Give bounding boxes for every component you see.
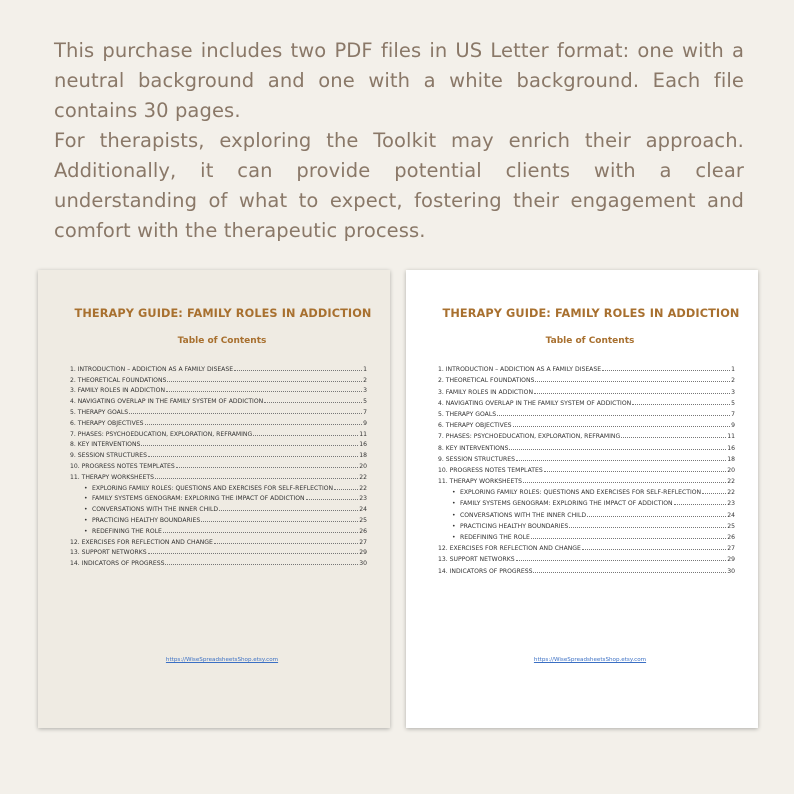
toc-entry-label: FAMILY SYSTEMS GENOGRAM: EXPLORING THE IMPACT OF ADDICTION — [92, 495, 305, 503]
toc-entry[interactable] — [438, 418, 735, 429]
toc-entry-label: 6. THERAPY OBJECTIVES — [70, 419, 144, 427]
table-of-contents — [438, 362, 735, 575]
toc-entry-page: 22 — [727, 489, 735, 497]
toc-entry[interactable] — [70, 438, 367, 449]
bullet-icon: • — [84, 484, 88, 492]
toc-entry-label: REDEFINING THE ROLE — [92, 527, 162, 535]
toc-entry-page: 3 — [363, 387, 367, 395]
toc-leader-dots — [214, 543, 358, 544]
toc-entry-page: 3 — [731, 388, 735, 396]
toc-leader-dots — [155, 478, 358, 479]
toc-entry-label: PRACTICING HEALTHY BOUNDARIES — [460, 522, 569, 530]
toc-entry-label: 11. THERAPY WORKSHEETS — [438, 478, 522, 486]
bullet-icon: • — [452, 489, 456, 497]
toc-leader-dots — [516, 560, 727, 561]
toc-entry[interactable] — [70, 448, 367, 459]
toc-entry[interactable] — [438, 429, 735, 440]
toc-entry-page: 30 — [727, 567, 735, 575]
toc-entry-label: 6. THERAPY OBJECTIVES — [438, 422, 512, 430]
toc-entry[interactable] — [438, 362, 735, 373]
toc-leader-dots — [534, 393, 730, 394]
toc-entry-page: 27 — [359, 538, 367, 546]
toc-entry-page: 23 — [727, 500, 735, 508]
toc-leader-dots — [509, 449, 726, 450]
table-of-contents — [70, 362, 367, 567]
bullet-icon: • — [84, 516, 88, 524]
toc-leader-dots — [587, 516, 726, 517]
toc-entry-page: 22 — [359, 484, 367, 492]
bullet-icon: • — [84, 495, 88, 503]
toc-entry[interactable] — [70, 384, 367, 395]
toc-entry[interactable] — [438, 563, 735, 574]
toc-entry-page: 16 — [359, 441, 367, 449]
toc-leader-dots — [306, 499, 359, 500]
toc-entry-label: CONVERSATIONS WITH THE INNER CHILD — [460, 511, 587, 519]
toc-heading: Table of Contents — [177, 336, 267, 346]
toc-entry-label: 13. SUPPORT NETWORKS — [70, 549, 147, 557]
toc-leader-dots — [531, 538, 726, 539]
toc-entry-page: 25 — [727, 522, 735, 530]
toc-entry-page: 27 — [727, 545, 735, 553]
toc-entry-label: 7. PHASES: PSYCHOEDUCATION, EXPLORATION, REFRAMING — [438, 433, 621, 441]
bullet-icon: • — [452, 534, 456, 541]
toc-entry-page: 18 — [359, 452, 367, 460]
toc-entry[interactable] — [70, 524, 367, 535]
toc-leader-dots — [234, 370, 362, 371]
toc-entry-page: 24 — [727, 511, 735, 519]
toc-entry-label: 3. FAMILY ROLES IN ADDICTION — [70, 387, 166, 395]
toc-entry[interactable] — [438, 519, 735, 530]
toc-leader-dots — [167, 381, 362, 382]
toc-entry-page: 22 — [359, 473, 367, 481]
toc-entry[interactable] — [438, 452, 735, 463]
toc-entry-label: FAMILY SYSTEMS GENOGRAM: EXPLORING THE IMPACT OF ADDICTION — [460, 500, 673, 508]
toc-heading: Table of Contents — [545, 336, 635, 346]
toc-entry-page: 22 — [727, 478, 735, 486]
bullet-icon: • — [452, 511, 456, 519]
toc-entry-page: 26 — [727, 534, 735, 541]
shop-link[interactable]: https://WiseSpreadsheetsShop.etsy.com — [533, 657, 647, 663]
toc-entry-label: 2. THEORETICAL FOUNDATIONS — [70, 376, 167, 384]
toc-leader-dots — [523, 482, 726, 483]
toc-entry-page: 5 — [363, 398, 367, 406]
toc-entry-page: 1 — [731, 366, 735, 374]
toc-entry-page: 23 — [359, 495, 367, 503]
toc-entry-label: 13. SUPPORT NETWORKS — [438, 556, 515, 564]
toc-entry[interactable] — [70, 362, 367, 373]
document-title: THERAPY GUIDE: FAMILY ROLES IN ADDICTION — [442, 307, 740, 320]
toc-leader-dots — [334, 489, 358, 490]
toc-entry[interactable] — [70, 416, 367, 427]
toc-entry[interactable] — [438, 440, 735, 451]
toc-leader-dots — [702, 493, 726, 494]
toc-entry-page: 11 — [727, 433, 735, 441]
pdf-page-neutral — [38, 270, 390, 728]
toc-leader-dots — [632, 404, 730, 405]
toc-entry[interactable] — [438, 373, 735, 384]
shop-link[interactable]: https://WiseSpreadsheetsShop.etsy.com — [165, 657, 279, 663]
document-title: THERAPY GUIDE: FAMILY ROLES IN ADDICTION — [74, 307, 372, 320]
toc-entry-label: 9. SESSION STRUCTURES — [70, 452, 147, 460]
toc-entry-label: 11. THERAPY WORKSHEETS — [70, 473, 154, 481]
toc-entry[interactable] — [438, 530, 735, 541]
toc-leader-dots — [163, 532, 358, 533]
toc-entry-page: 18 — [727, 455, 735, 463]
toc-entry-page: 5 — [731, 399, 735, 407]
bullet-icon: • — [452, 500, 456, 508]
toc-leader-dots — [148, 456, 358, 457]
toc-entry-label: 14. INDICATORS OF PROGRESS — [70, 560, 165, 568]
toc-entry-label: 12. EXERCISES FOR REFLECTION AND CHANGE — [438, 545, 581, 553]
toc-entry[interactable] — [438, 485, 735, 496]
toc-entry-page: 24 — [359, 506, 367, 514]
toc-entry[interactable] — [70, 394, 367, 405]
toc-entry[interactable] — [70, 546, 367, 557]
toc-entry-label: 8. KEY INTERVENTIONS — [438, 444, 509, 452]
toc-entry[interactable] — [438, 507, 735, 518]
toc-entry-label: REDEFINING THE ROLE — [460, 534, 530, 541]
toc-entry-page: 20 — [727, 466, 735, 474]
toc-leader-dots — [166, 391, 362, 392]
toc-entry[interactable] — [70, 373, 367, 384]
intro-paragraph-2: For therapists, exploring the Toolkit may enrich their approach. Additionally, it can provide potential clients with a clear understanding of what to expect, fostering their engagement and comfort with the therapeutic process. — [54, 129, 744, 242]
toc-entry-label: 1. INTRODUCTION – ADDICTION AS A FAMILY DISEASE — [70, 365, 234, 373]
toc-entry[interactable] — [70, 535, 367, 546]
toc-entry-page: 7 — [363, 408, 367, 416]
toc-leader-dots — [602, 370, 730, 371]
toc-leader-dots — [148, 553, 359, 554]
toc-entry-label: 9. SESSION STRUCTURES — [438, 455, 515, 463]
toc-entry-label: EXPLORING FAMILY ROLES: QUESTIONS AND EXERCISES FOR SELF-REFLECTION — [92, 484, 334, 492]
toc-leader-dots — [253, 435, 358, 436]
toc-entry-page: 26 — [359, 527, 367, 535]
toc-entry-page: 29 — [727, 556, 735, 564]
toc-entry[interactable] — [70, 492, 367, 503]
toc-entry-label: EXPLORING FAMILY ROLES: QUESTIONS AND EXERCISES FOR SELF-REFLECTION — [460, 489, 702, 497]
toc-entry-label: 2. THEORETICAL FOUNDATIONS — [438, 377, 535, 385]
toc-leader-dots — [176, 467, 359, 468]
toc-leader-dots — [569, 527, 726, 528]
toc-leader-dots — [513, 426, 731, 427]
toc-entry-label: PRACTICING HEALTHY BOUNDARIES — [92, 516, 201, 524]
bullet-icon: • — [84, 506, 88, 514]
toc-entry-label: 4. NAVIGATING OVERLAP IN THE FAMILY SYSTEM OF ADDICTION — [70, 398, 264, 406]
toc-leader-dots — [621, 437, 726, 438]
toc-entry-label: 14. INDICATORS OF PROGRESS — [438, 567, 533, 575]
toc-leader-dots — [141, 445, 358, 446]
toc-entry[interactable] — [70, 470, 367, 481]
toc-leader-dots — [219, 510, 358, 511]
toc-entry-label: 10. PROGRESS NOTES TEMPLATES — [438, 466, 543, 474]
toc-entry-label: 10. PROGRESS NOTES TEMPLATES — [70, 462, 175, 470]
toc-leader-dots — [497, 415, 730, 416]
toc-entry-page: 7 — [731, 410, 735, 418]
toc-entry-label: 7. PHASES: PSYCHOEDUCATION, EXPLORATION, REFRAMING — [70, 430, 253, 438]
toc-entry-label: CONVERSATIONS WITH THE INNER CHILD — [92, 506, 219, 514]
intro-paragraph-1: This purchase includes two PDF files in US Letter format: one with a neutral background and one with a white background. Each file contains 30 pages. — [54, 39, 744, 122]
toc-entry[interactable] — [438, 496, 735, 507]
toc-entry[interactable] — [70, 502, 367, 513]
toc-entry-page: 11 — [359, 430, 367, 438]
toc-entry[interactable] — [70, 513, 367, 524]
toc-entry[interactable] — [438, 541, 735, 552]
toc-entry[interactable] — [438, 396, 735, 407]
toc-entry[interactable] — [70, 405, 367, 416]
toc-entry-page: 25 — [359, 516, 367, 524]
toc-entry-label: 12. EXERCISES FOR REFLECTION AND CHANGE — [70, 538, 213, 546]
bullet-icon: • — [84, 527, 88, 535]
toc-leader-dots — [582, 549, 726, 550]
toc-leader-dots — [201, 521, 358, 522]
toc-entry-page: 9 — [731, 422, 735, 430]
toc-leader-dots — [674, 504, 727, 505]
pdf-page-white — [406, 270, 758, 728]
toc-entry-label: 5. THERAPY GOALS — [438, 410, 497, 418]
toc-entry-page: 9 — [363, 419, 367, 427]
toc-entry[interactable] — [438, 407, 735, 418]
toc-entry-page: 29 — [359, 549, 367, 557]
toc-entry[interactable] — [438, 474, 735, 485]
toc-leader-dots — [535, 381, 730, 382]
toc-leader-dots — [544, 471, 727, 472]
toc-entry-label: 4. NAVIGATING OVERLAP IN THE FAMILY SYSTEM OF ADDICTION — [438, 399, 632, 407]
toc-leader-dots — [129, 413, 362, 414]
toc-entry[interactable] — [438, 463, 735, 474]
toc-entry-page: 16 — [727, 444, 735, 452]
toc-entry-label: 1. INTRODUCTION – ADDICTION AS A FAMILY DISEASE — [438, 366, 602, 374]
toc-entry[interactable] — [70, 427, 367, 438]
toc-entry[interactable] — [70, 481, 367, 492]
toc-entry[interactable] — [438, 552, 735, 563]
toc-leader-dots — [533, 572, 726, 573]
toc-entry-page: 1 — [363, 365, 367, 373]
toc-entry-label: 3. FAMILY ROLES IN ADDICTION — [438, 388, 534, 396]
bullet-icon: • — [452, 522, 456, 530]
toc-entry-page: 30 — [359, 560, 367, 568]
toc-leader-dots — [165, 564, 358, 565]
toc-leader-dots — [516, 460, 726, 461]
toc-entry-page: 20 — [359, 462, 367, 470]
toc-entry-label: 8. KEY INTERVENTIONS — [70, 441, 141, 449]
toc-entry[interactable] — [70, 459, 367, 470]
toc-leader-dots — [145, 424, 363, 425]
toc-entry-page: 2 — [363, 376, 367, 384]
intro-text — [54, 36, 744, 246]
toc-entry-page: 2 — [731, 377, 735, 385]
toc-entry[interactable] — [70, 556, 367, 567]
toc-entry[interactable] — [438, 384, 735, 395]
toc-entry-label: 5. THERAPY GOALS — [70, 408, 129, 416]
toc-leader-dots — [264, 402, 362, 403]
